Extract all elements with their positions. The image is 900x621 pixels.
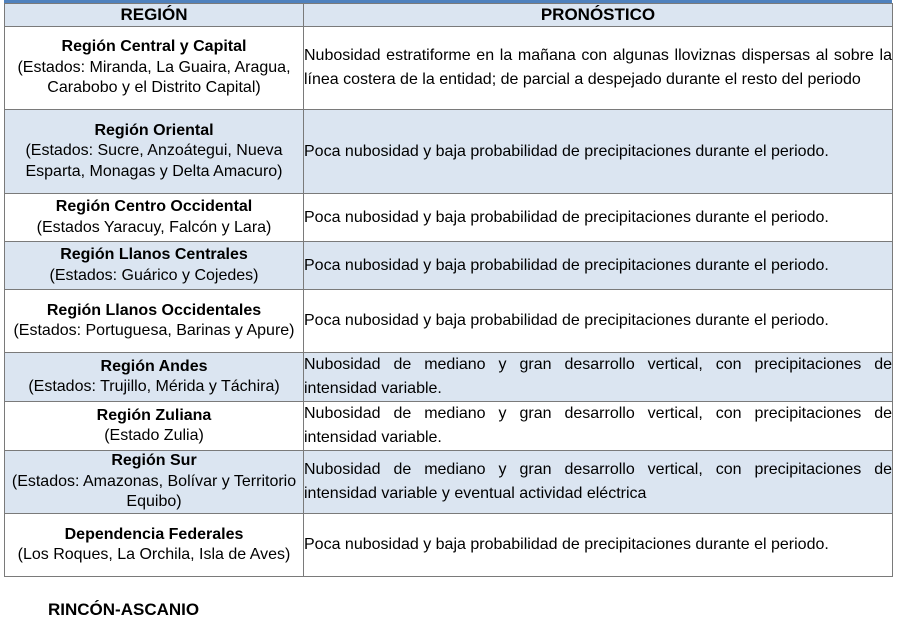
region-cell (5, 110, 304, 194)
forecast-cell: Nubosidad de mediano y gran desarrollo vertical, con precipitaciones de intensidad variable y eventual actividad eléctrica (304, 451, 893, 514)
region-states: (Estado Zulia) (104, 427, 204, 444)
forecast-cell: Nubosidad estratiforme en la mañana con algunas lloviznas dispersas al sobre la línea costera de la entidad; de parcial a despejado durante el resto del periodo (304, 27, 893, 110)
region-states: (Estados Yaracuy, Falcón y Lara) (36, 218, 272, 236)
region-cell (5, 290, 304, 353)
region-states: (Estados: Portuguesa, Barinas y Apure) (13, 322, 295, 339)
region-name: Región Llanos Centrales (60, 246, 248, 263)
region-name: Región Zuliana (96, 406, 212, 424)
header-forecast: PRONÓSTICO (304, 4, 893, 27)
forecast-cell: Poca nubosidad y baja probabilidad de precipitaciones durante el periodo. (304, 242, 893, 290)
table-row (5, 402, 893, 451)
table-row (5, 451, 893, 514)
table-row (5, 27, 893, 110)
region-name: Región Llanos Occidentales (46, 301, 262, 319)
forecast-cell: Nubosidad de mediano y gran desarrollo vertical, con precipitaciones de intensidad variable. (304, 402, 893, 451)
table-row (5, 353, 893, 402)
region-cell (5, 353, 304, 402)
region-cell (5, 514, 304, 577)
table-row (5, 110, 893, 194)
forecast-cell: Poca nubosidad y baja probabilidad de precipitaciones durante el periodo. (304, 194, 893, 242)
table-row (5, 514, 893, 577)
forecast-cell: Poca nubosidad y baja probabilidad de precipitaciones durante el periodo. (304, 514, 893, 577)
table-row (5, 290, 893, 353)
region-name: Región Andes (100, 357, 208, 375)
region-cell (5, 194, 304, 242)
table-row (5, 242, 893, 290)
table-header-row (5, 4, 893, 27)
forecast-table (4, 3, 893, 577)
region-states: (Estados: Miranda, La Guaira, Aragua, Carabobo y el Distrito Capital) (17, 58, 291, 97)
region-states: (Estados: Sucre, Anzoátegui, Nueva Esparta, Monagas y Delta Amacuro) (25, 142, 283, 180)
region-name: Región Oriental (94, 121, 214, 139)
region-states: (Estados: Guárico y Cojedes) (49, 266, 259, 284)
region-states: (Los Roques, La Orchila, Isla de Aves) (17, 546, 291, 563)
header-region: REGIÓN (5, 4, 304, 27)
region-cell (5, 451, 304, 514)
forecast-cell: Poca nubosidad y baja probabilidad de precipitaciones durante el periodo. (304, 110, 893, 194)
forecast-cell: Poca nubosidad y baja probabilidad de precipitaciones durante el periodo. (304, 290, 893, 353)
region-cell (5, 242, 304, 290)
region-cell (5, 402, 304, 451)
region-name: Región Centro Occidental (55, 198, 253, 215)
forecast-cell: Nubosidad de mediano y gran desarrollo vertical, con precipitaciones de intensidad variable. (304, 353, 893, 402)
region-name: Dependencia Federales (64, 525, 244, 543)
region-states: (Estados: Trujillo, Mérida y Táchira) (28, 378, 280, 395)
region-states: (Estados: Amazonas, Bolívar y Territorio Equibo) (11, 472, 297, 511)
region-name: Región Sur (111, 452, 197, 470)
region-name: Región Central y Capital (61, 38, 247, 56)
author-signature: RINCÓN-ASCANIO (48, 600, 200, 619)
region-cell (5, 27, 304, 110)
table-row (5, 194, 893, 242)
